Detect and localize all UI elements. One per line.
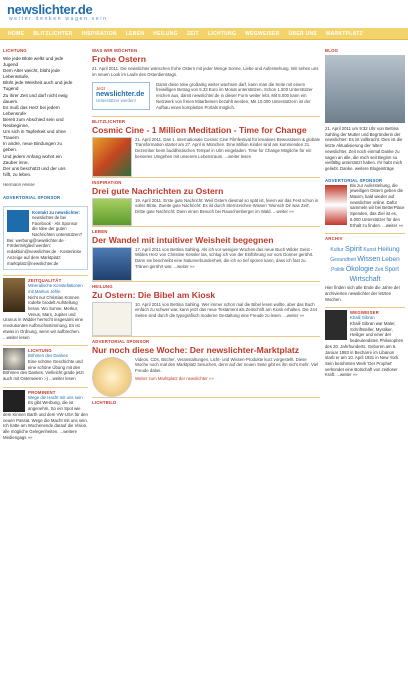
nav-marktplatz[interactable]: MARKTPLATZ [326,30,363,37]
supporter-stamp[interactable]: Jetzt newslichter.de Unterstützer werden! [92,82,150,110]
nav-home[interactable]: HOME [8,30,25,37]
nav-zeit[interactable]: ZEIT [186,30,199,37]
nav-lichtung[interactable]: LICHTUNG [207,30,237,37]
supporter-text: Damit diese Idee großartig weiter wachsen darf, kann man die Seite mit einem freiwilligen Betrag von 5,33 Euro im Monat unterstützen. Schon 1.000 Unterstützer reichen aus, damit newslichter.de in dieser Form weiter lebt. Mit 5.000 kann ein Netzwerk von freien Mitarbeitern bezahlt werden, Mit 10.000 Unterstützern ist der Aufbau eines kompletten Portals möglich. [156,81,313,110]
flower-of-life-image [92,357,132,397]
poem-author: Hermann Hesse [3,181,35,187]
blog-text: 21. April 2011 um 9:32 Uhr von Bettina Sahling der Mutter und Begründerin der newslichter: Es ist vollbracht. Dies ist die letzte Aktualisierung der 'alten' newslichter. Zeit noch einmal Danke zu sagen an alle, die mich seit Beginn so vielfältig unterstützt haben. Ihr habt mich geliebt. Danke. weitere Blogeinträge [325,126,403,171]
nav-blitzlichter[interactable]: BLITZLICHTER [33,30,73,37]
intro-title[interactable]: Frohe Ostern [92,54,146,64]
nav-ueber-uns[interactable]: ÜBER UNS [288,30,318,37]
contact-text: newslichter.de bei Facebook · Als Sponsor die Idee der guten Nachrichten unterstützen? Bei: werbung@newslichter.de · Fördermitglied werden: redaktion@newslichter.de · Kostenlose Anzeige auf dem Marktplatz: marktplatz@newslichter.de [7,214,83,266]
blog-label: BLOG [325,48,339,53]
right-ad-text: Bis zur Auferstehung, die jeweiligen Ostern geben die Maxim, bald wieder auf newslichter online. Dafür sammeln wir bei BetterPlace Spenden, das Ziel ist es, 6.000 Unterstützer für den Erhalt zu finden. ...weiter »» [350,182,405,228]
contact-box [3,206,88,270]
easter-image [92,198,132,226]
article-3: LEBEN Der Wandel mit intuitiver Weisheit begegnen 17. April 2011 von Bettina Sahling. Als ich vor wenigen Wochen das neue Buch Wilder Geist - Wildes Herz von Christine Kessler las, schlug ich von der Einführung vor vom Donner gerührt. Dann sie beschreibt eine Naturverbundenheit, die ich so tief spüren kann, dass ich fast zu Tränen gerührt war. ...weiter »» [92,226,320,270]
nav-inspiration[interactable]: INSPIRATION [81,30,117,37]
header [0,0,408,28]
author-photo [325,55,405,123]
wegweiser-section: WEGWEISER Khalil Gibran Khalil Gibran war Maler, Schriftsteller, Mystiker, Heiliger und einer der bedeutendsten Philosophen des 20. Jahrhunderts. Geboren am 6. Januar 1883 in Becharre im Libanon starb er am 10. April 1931 in New York. Sein berühmtes Werk 'Der Prophet' verkündet eine Botschaft von zeitloser Kraft. ...weiter »» [325,307,405,378]
nav-leben[interactable]: LEBEN [125,30,145,37]
site-logo[interactable]: newslichter.de [7,2,93,17]
archive-section: ARCHIV Kultur Spirit Kunst Heilung Gesundheit Wissen Leben Politik Ökologie Zeit Sport Wirtschaft Hier finden sich alle Ende die Jahre der archivierten newslichter der letzten Wochen. [325,233,405,302]
intro-text: 21. April 2011. Die newslichter wünschen frohe Ostern mit jeder Menge Sonne, Liebe und Auferstehung. Wir sehen uns im neuen Look im Laufe des Osterdienstags. [92,66,319,77]
facebook-icon[interactable] [7,210,29,232]
poem: Wie jede Blüte welkt und jede Jugend Dem Alter weicht, blüht jede Lebensstufe, Blüht jede Weisheit auch und jede Tugend Zu ihrer Zeit und darf nicht ewig dauern. Es muß das Herz bei jedem Lebensrufe Bereit zum Abschied sein und Neubeginne, Um sich in Tapferkeit und ohne Trauern In andre, neue Bindungen zu geben. Und jedem Anfang wohnt ein Zauber inne, Der uns beschützt und der uns hilft, zu leben. [3,56,73,177]
nav-heilung[interactable]: HEILUNG [153,30,178,37]
intro-label: WAS WIR MÖCHTEN [92,48,138,53]
person-photo [3,278,25,312]
beans-photo [3,348,25,370]
lighthouse-image [325,185,347,225]
left-item-3: PROMINENT Wege die Hacht mit uns sein Es gibt Werbung, die ist angenehm. So ein Spot wie dem Kinnen Barth und dem VW-USA für den neuen Passat. Wege die Macht mit uns sein. Ich hatte am Wochenende darauf die Vision, alle mögliche Gelegenheiten. ...weitere Mediengags »» [3,387,88,441]
article-5: ADVERTORIAL SPONSOR Nur noch diese Woche: Der newslichter-Marktplatz Videos, CDs, Bücher, Veranstaltungen, Licht- und Wissen-Produkte kurz vorgestellt. Diese Woche noch mal den Marktplatz besuchen, denn auf der neuen Seite gibt es ihn nicht mehr. Viel Freude dabei. Weiter zum Marktplatz der newslichter »» [92,336,320,381]
right-ad-label: ADVERTORIAL SPONSOR [325,177,383,183]
book-cover-image [92,247,132,281]
ad-label: ADVERTORIAL SPONSOR [3,194,61,200]
left-item-1: ZEITQUALITÄT Mineralische Konstellationen mit Markus Jehle Nicht nur Christian Künnen rodelte brodelt Aufstellung heran. Wo Sonne, Merkur, Venus, Mars, Jupiter und Uranus in Widder herrscht insgesamt eine revolutionäre Aufbruchsstimmung. Es ist etwas in Ordnung, wenn wir aufbrechen. ...weiter lesen [3,275,88,340]
bible-magazine-image [92,302,132,336]
site-tagline: weiter denken wagen sein [9,16,108,22]
article-1: BLITZLICHTER Cosmic Cine - 1 Million Meditation - Time for Change 21. April 2011. Das 1. internationale Cosmic Cine Filmfestival für kreatives Bewusstsein & globale Transformation startet am 27. April in München. Eine Million Kinder sind am kommenden 21. Dezember beim buddhistischen Tempel in Ulm eingeladen. Time for Change Mögliche für ein besseres Umgehen mit unserem Lebensraum. ...weiter lesen [92,116,320,160]
vader-photo [3,390,25,412]
gibran-photo [325,310,347,340]
article-4: HEILUNG Zu Ostern: Die Bibel am Kiosk 10. April 2011 von Bettina Sahling. Wer immer schon mal die Bibel lesen wollte, aber das Buch einfach zu schwer war, kann jetzt das neue Testament als Zeitschrift am Kiosk erhalten. Die 244 Seiten sind durch die typografisch moderne Gestaltung eine Freude zu lesen. ...weiter »» [92,281,320,319]
left-item-2: LICHTUNG Böhmen des Dankes Eine schöne Geschichte und eine schöne Übung mit den Böhmen des Dankes. Vielleicht grade jetzt auch mit Osterseiern :-) ...weiter lesen [3,345,88,382]
tag-cloud: Kultur Spirit Kunst Heilung Gesundheit Wissen Leben Politik Ökologie Zeit Sport Wirtschaft [330,244,400,284]
nav-wegweiser[interactable]: WEGWEISER [245,30,280,37]
main-nav [0,28,408,40]
center-column [92,48,320,417]
right-column [325,48,405,378]
left-column [3,48,88,440]
contact-title: Kontakt zu newslichter: [32,209,81,215]
left-section-label: LICHTUNG [3,48,27,53]
lichtbild-section: LICHTBILD [92,397,320,417]
article-2: INSPIRATION Drei gute Nachrichten zu Ostern 19. April 2011. Erste gute Nachricht: Weil Ostern diesmal so spät ist, feiern wir das Fest schon in voller Blüte. Zweite gute Nachricht: Es ist durch Sternzeichen-Wissen 'Wunsch Dir was Zeit'. Dritte gute Nachricht: Dann einen Besuch bei Rauschenberger im Wald. ...weiter »» [92,177,320,215]
cosmic-cine-image [92,137,132,177]
